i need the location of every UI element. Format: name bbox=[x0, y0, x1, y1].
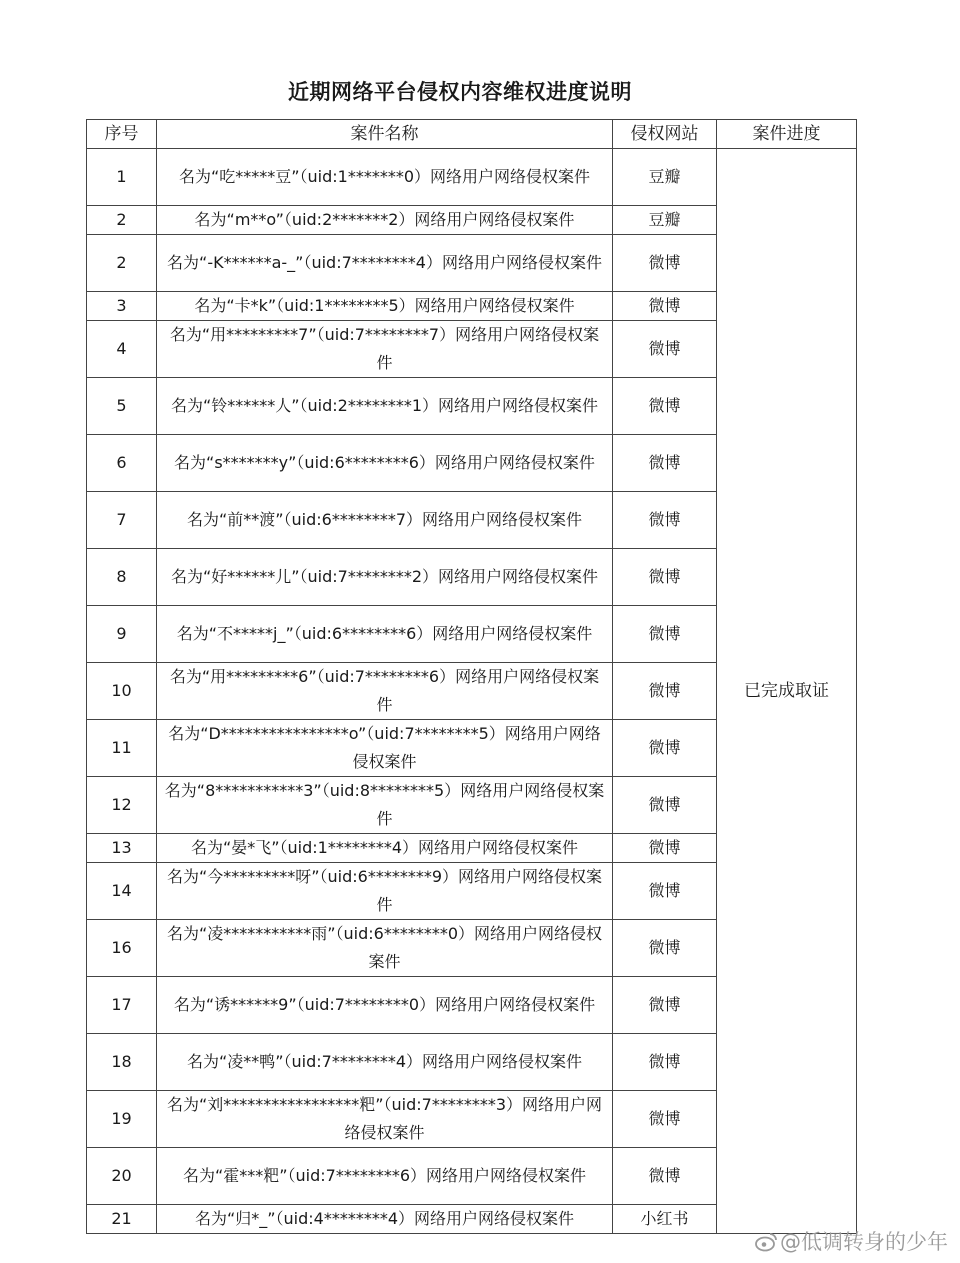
case-number: 2 bbox=[87, 206, 157, 235]
infringing-site: 微博 bbox=[613, 378, 717, 435]
infringing-site: 小红书 bbox=[613, 1205, 717, 1234]
infringing-site: 微博 bbox=[613, 492, 717, 549]
case-name: 名为“凌**鸭”（uid:7********4）网络用户网络侵权案件 bbox=[157, 1034, 613, 1091]
infringing-site: 微博 bbox=[613, 292, 717, 321]
infringing-site: 微博 bbox=[613, 834, 717, 863]
case-name: 名为“归*_”（uid:4********4）网络用户网络侵权案件 bbox=[157, 1205, 613, 1234]
infringing-site: 微博 bbox=[613, 863, 717, 920]
case-name: 名为“今*********呀”（uid:6********9）网络用户网络侵权案件 bbox=[157, 863, 613, 920]
case-name: 名为“铃******人”（uid:2********1）网络用户网络侵权案件 bbox=[157, 378, 613, 435]
case-name: 名为“晏*飞”（uid:1********4）网络用户网络侵权案件 bbox=[157, 834, 613, 863]
case-name: 名为“卡*k”（uid:1********5）网络用户网络侵权案件 bbox=[157, 292, 613, 321]
case-name: 名为“-K******a-_”（uid:7********4）网络用户网络侵权案件 bbox=[157, 235, 613, 292]
header-number: 序号 bbox=[87, 120, 157, 149]
case-number: 2 bbox=[87, 235, 157, 292]
infringing-site: 微博 bbox=[613, 606, 717, 663]
infringing-site: 微博 bbox=[613, 977, 717, 1034]
case-number: 12 bbox=[87, 777, 157, 834]
case-name: 名为“不*****j_”（uid:6********6）网络用户网络侵权案件 bbox=[157, 606, 613, 663]
case-number: 8 bbox=[87, 549, 157, 606]
case-number: 19 bbox=[87, 1091, 157, 1148]
weibo-logo-icon bbox=[754, 1232, 778, 1252]
header-progress: 案件进度 bbox=[717, 120, 857, 149]
case-name: 名为“诱******9”（uid:7********0）网络用户网络侵权案件 bbox=[157, 977, 613, 1034]
header-case-name: 案件名称 bbox=[157, 120, 613, 149]
weibo-watermark bbox=[754, 1226, 948, 1256]
case-number: 13 bbox=[87, 834, 157, 863]
case-name: 名为“s*******y”（uid:6********6）网络用户网络侵权案件 bbox=[157, 435, 613, 492]
case-name: 名为“前**渡”（uid:6********7）网络用户网络侵权案件 bbox=[157, 492, 613, 549]
case-number: 5 bbox=[87, 378, 157, 435]
case-number: 7 bbox=[87, 492, 157, 549]
infringing-site: 微博 bbox=[613, 321, 717, 378]
infringing-site: 微博 bbox=[613, 920, 717, 977]
case-name: 名为“好******儿”（uid:7********2）网络用户网络侵权案件 bbox=[157, 549, 613, 606]
case-number: 17 bbox=[87, 977, 157, 1034]
document-title: 近期网络平台侵权内容维权进度说明 bbox=[288, 80, 632, 104]
case-number: 18 bbox=[87, 1034, 157, 1091]
case-number: 20 bbox=[87, 1148, 157, 1205]
case-name: 名为“8***********3”（uid:8********5）网络用户网络侵权案件 bbox=[157, 777, 613, 834]
table-header-row bbox=[87, 120, 857, 149]
case-name: 名为“用*********7”（uid:7********7）网络用户网络侵权案件 bbox=[157, 321, 613, 378]
case-number: 9 bbox=[87, 606, 157, 663]
case-number: 14 bbox=[87, 863, 157, 920]
infringing-site: 微博 bbox=[613, 1148, 717, 1205]
case-number: 21 bbox=[87, 1205, 157, 1234]
case-number: 4 bbox=[87, 321, 157, 378]
table-row bbox=[87, 149, 857, 206]
infringing-site: 微博 bbox=[613, 435, 717, 492]
case-name: 名为“吃*****豆”（uid:1*******0）网络用户网络侵权案件 bbox=[157, 149, 613, 206]
infringing-site: 微博 bbox=[613, 777, 717, 834]
case-name: 名为“霍***粑”（uid:7********6）网络用户网络侵权案件 bbox=[157, 1148, 613, 1205]
case-name: 名为“m**o”（uid:2*******2）网络用户网络侵权案件 bbox=[157, 206, 613, 235]
infringing-site: 微博 bbox=[613, 1091, 717, 1148]
case-number: 10 bbox=[87, 663, 157, 720]
infringing-site: 微博 bbox=[613, 1034, 717, 1091]
infringing-site: 微博 bbox=[613, 720, 717, 777]
case-name: 名为“刘*****************粑”（uid:7********3）网络用户网络侵权案件 bbox=[157, 1091, 613, 1148]
infringing-site: 微博 bbox=[613, 235, 717, 292]
infringing-site: 豆瓣 bbox=[613, 149, 717, 206]
case-name: 名为“用*********6”（uid:7********6）网络用户网络侵权案件 bbox=[157, 663, 613, 720]
header-site: 侵权网站 bbox=[613, 120, 717, 149]
infringing-site: 微博 bbox=[613, 549, 717, 606]
case-table bbox=[86, 119, 857, 1234]
case-name: 名为“D****************o”（uid:7********5）网络用户网络侵权案件 bbox=[157, 720, 613, 777]
case-number: 1 bbox=[87, 149, 157, 206]
case-progress: 已完成取证 bbox=[717, 149, 857, 1234]
case-number: 16 bbox=[87, 920, 157, 977]
infringing-site: 豆瓣 bbox=[613, 206, 717, 235]
case-table-body bbox=[87, 149, 857, 1234]
case-number: 11 bbox=[87, 720, 157, 777]
case-name: 名为“凌***********雨”（uid:6********0）网络用户网络侵权案件 bbox=[157, 920, 613, 977]
watermark-text: @低调转身的少年 bbox=[780, 1230, 948, 1254]
case-number: 6 bbox=[87, 435, 157, 492]
case-number: 3 bbox=[87, 292, 157, 321]
infringing-site: 微博 bbox=[613, 663, 717, 720]
